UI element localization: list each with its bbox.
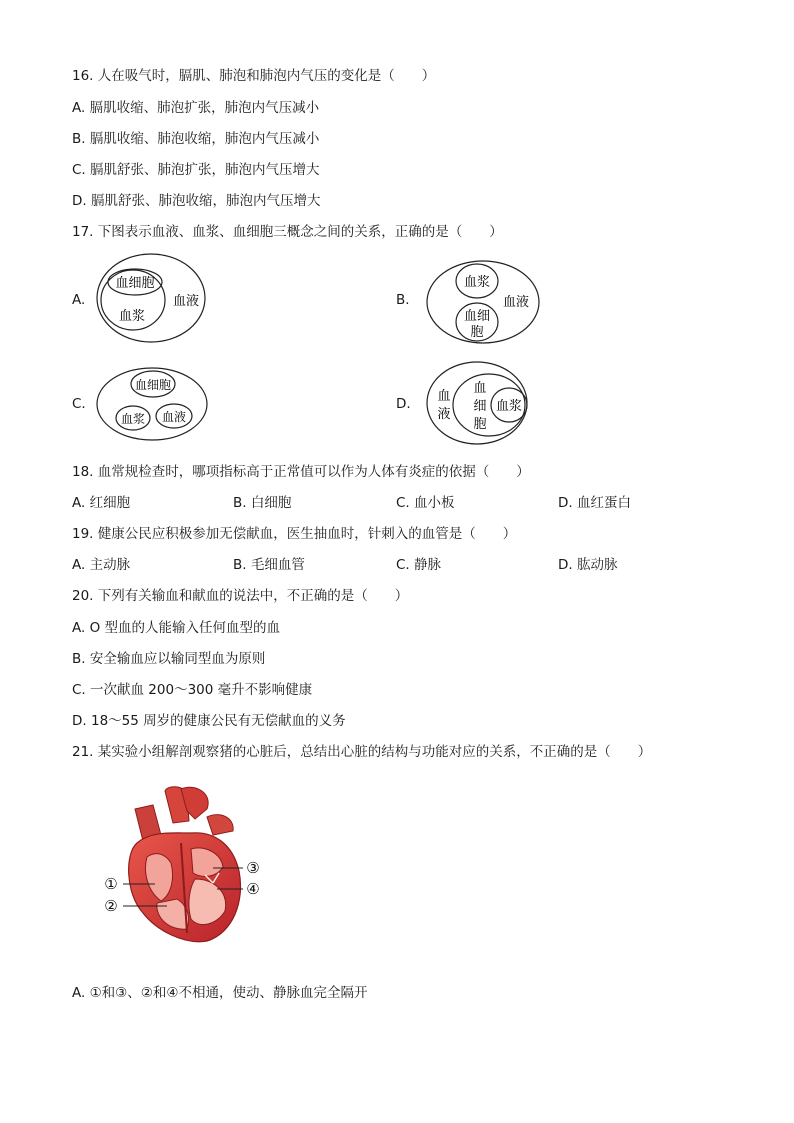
question-19-option-a: A. 主动脉: [72, 557, 131, 573]
question-16-option-c: C. 膈肌舒张、肺泡扩张，肺泡内气压增大: [72, 162, 320, 178]
q17-option-a-diagram: [95, 252, 207, 344]
q17-option-d-diagram: [425, 360, 535, 446]
question-21-stem: 21. 某实验小组解剖观察猪的心脏后，总结出心脏的结构与功能对应的关系，不正确的是（ ）: [72, 744, 652, 760]
q17-option-a-letter: A.: [72, 292, 86, 308]
question-21-option-a: A. ①和③、②和④不相通，使动、静脉血完全隔开: [72, 985, 368, 1001]
question-16-option-b: B. 膈肌收缩、肺泡收缩，肺泡内气压减小: [72, 131, 320, 147]
label-blood: 血液: [172, 294, 200, 309]
question-20-stem: 20. 下列有关输血和献血的说法中，不正确的是（ ）: [72, 588, 409, 604]
label-blood: 血液: [502, 295, 530, 310]
question-20-option-c: C. 一次献血 200～300 毫升不影响健康: [72, 682, 313, 698]
label-plasma: 血浆: [118, 309, 146, 324]
label-1: ①: [104, 875, 118, 893]
label-cell-1: 血: [473, 381, 487, 396]
question-18-option-a: A. 红细胞: [72, 495, 131, 511]
q17-option-c-diagram: [95, 366, 209, 442]
question-16-stem: 16. 人在吸气时，膈肌、肺泡和肺泡内气压的变化是（ ）: [72, 68, 436, 84]
label-plasma: 血浆: [463, 275, 491, 290]
label-blood: 血液: [161, 410, 187, 424]
label-plasma: 血浆: [120, 412, 146, 426]
label-blood-cell: 血细胞: [134, 378, 172, 392]
question-20-option-a: A. O 型血的人能输入任何血型的血: [72, 620, 280, 636]
question-17-stem: 17. 下图表示血液、血浆、血细胞三概念之间的关系，正确的是（ ）: [72, 224, 503, 240]
question-18-option-c: C. 血小板: [396, 495, 455, 511]
label-blood-cell: 血细胞: [115, 276, 155, 291]
question-16-option-d: D. 膈肌舒张、肺泡收缩，肺泡内气压增大: [72, 193, 321, 209]
q17-option-d-letter: D.: [396, 396, 411, 412]
question-20-option-d: D. 18～55 周岁的健康公民有无偿献血的义务: [72, 713, 346, 729]
label-blood-1: 血: [437, 389, 451, 404]
label-cell-line1: 血细: [463, 309, 491, 324]
label-cell-3: 胞: [473, 417, 487, 432]
q17-option-c-letter: C.: [72, 396, 86, 412]
label-2: ②: [104, 897, 118, 915]
question-18-option-b: B. 白细胞: [233, 495, 292, 511]
label-blood-2: 液: [437, 407, 451, 422]
question-19-option-c: C. 静脉: [396, 557, 442, 573]
q17-option-b-letter: B.: [396, 292, 410, 308]
question-20-option-b: B. 安全输血应以输同型血为原则: [72, 651, 266, 667]
label-4: ④: [246, 880, 260, 898]
heart-diagram: [95, 783, 270, 948]
label-3: ③: [246, 859, 260, 877]
q17-option-b-diagram: [425, 258, 541, 346]
label-plasma: 血浆: [495, 399, 523, 414]
label-cell-line2: 胞: [470, 325, 484, 340]
question-19-stem: 19. 健康公民应积极参加无偿献血，医生抽血时，针刺入的血管是（ ）: [72, 526, 517, 542]
question-19-option-b: B. 毛细血管: [233, 557, 305, 573]
pulmonary-vein-shape: [207, 815, 233, 835]
question-16-option-a: A. 膈肌收缩、肺泡扩张，肺泡内气压减小: [72, 100, 320, 116]
question-18-option-d: D. 血红蛋白: [558, 495, 631, 511]
question-19-option-d: D. 肱动脉: [558, 557, 618, 573]
label-cell-2: 细: [473, 399, 487, 414]
question-18-stem: 18. 血常规检查时，哪项指标高于正常值可以作为人体有炎症的依据（ ）: [72, 464, 530, 480]
